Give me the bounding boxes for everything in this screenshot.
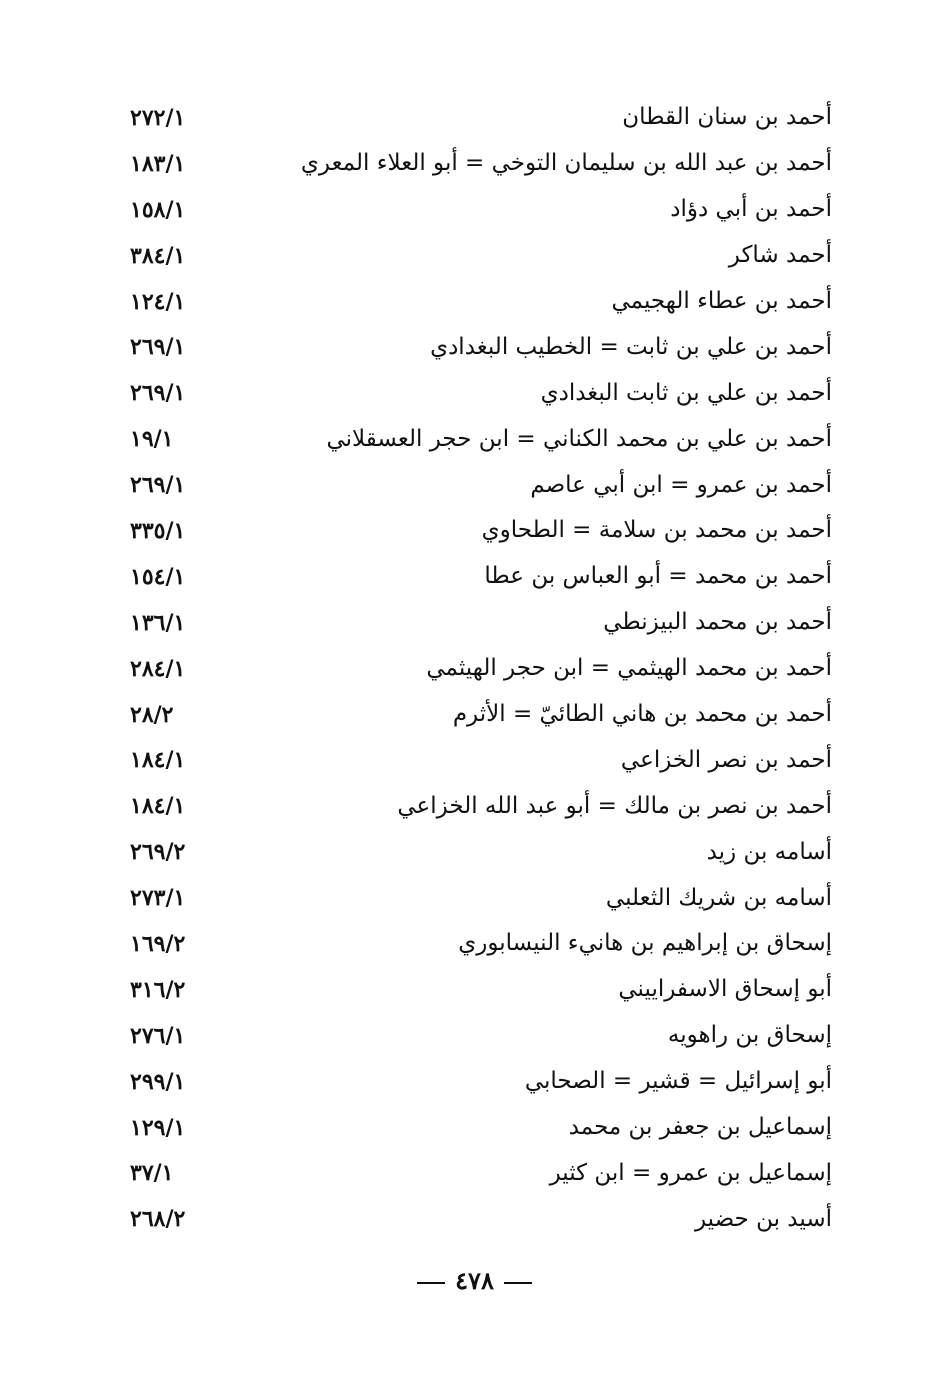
entry-page-ref: ١٦٩/٢	[130, 930, 186, 957]
entry-name: أحمد بن محمد بن هاني الطائيّ = الأثرم	[452, 701, 832, 728]
index-entry	[130, 187, 832, 233]
index-entry	[130, 324, 832, 370]
entry-name: أسامه بن زيد	[706, 838, 832, 865]
entry-name: أبو إسرائيل = قشير = الصحابي	[524, 1068, 832, 1095]
entry-page-ref: ٢٦٩/١	[130, 334, 186, 361]
index-entry	[130, 370, 832, 416]
entry-page-ref: ١٢٩/١	[130, 1114, 186, 1141]
entry-page-ref: ٣٨٤/١	[130, 242, 186, 269]
index-entry	[130, 508, 832, 554]
entry-page-ref: ٢٩٩/١	[130, 1068, 186, 1095]
index-entry	[130, 600, 832, 646]
entry-name: أحمد بن عمرو = ابن أبي عاصم	[530, 471, 832, 498]
entry-page-ref: ٣١٦/٢	[130, 976, 186, 1003]
entry-page-ref: ١٨٣/١	[130, 150, 186, 177]
entry-name: أبو إسحاق الاسفراييني	[618, 976, 832, 1003]
entry-name: إسماعيل بن جعفر بن محمد	[568, 1114, 832, 1141]
entry-name: إسحاق بن راهويه	[667, 1022, 832, 1049]
index-entry	[130, 1196, 832, 1242]
entry-name: أحمد بن نصر الخزاعي	[620, 746, 832, 773]
entry-name: أحمد بن سنان القطان	[622, 104, 832, 131]
index-entry	[130, 646, 832, 692]
entry-page-ref: ٢٦٨/٢	[130, 1206, 186, 1233]
entry-name: أحمد بن محمد الهيثمي = ابن حجر الهيثمي	[426, 655, 832, 682]
entry-page-ref: ١٨٤/١	[130, 793, 186, 820]
index-entry	[130, 141, 832, 187]
entry-name: أحمد بن عبد الله بن سليمان التوخي = أبو العلاء المعري	[300, 150, 832, 177]
entry-name: أحمد بن نصر بن مالك = أبو عبد الله الخزاعي	[397, 792, 832, 819]
entry-name: أحمد بن محمد = أبو العباس بن عطا	[484, 563, 832, 590]
entry-page-ref: ١٨٤/١	[130, 747, 186, 774]
entry-name: أحمد بن علي بن محمد الكناني = ابن حجر العسقلاني	[326, 425, 832, 452]
entry-page-ref: ٣٣٥/١	[130, 517, 186, 544]
entry-page-ref: ٢٦٩/١	[130, 380, 186, 407]
entry-page-ref: ٢٧٦/١	[130, 1022, 186, 1049]
index-entry	[130, 233, 832, 279]
index-entry	[130, 1150, 832, 1196]
index-entry	[130, 462, 832, 508]
index-entry	[130, 829, 832, 875]
entry-name: أحمد بن محمد البيزنطي	[603, 609, 832, 636]
entry-page-ref: ١٥٤/١	[130, 563, 186, 590]
index-entry	[130, 416, 832, 462]
index-entry	[130, 1105, 832, 1151]
entry-name: أحمد شاكر	[728, 242, 832, 269]
index-entry	[130, 554, 832, 600]
entry-page-ref: ١٥٨/١	[130, 196, 186, 223]
index-entry	[130, 967, 832, 1013]
name-index-list	[130, 95, 832, 1242]
page-number-footer	[0, 1266, 949, 1295]
index-entry	[130, 1059, 832, 1105]
index-entry	[130, 1013, 832, 1059]
entry-page-ref: ٢٦٩/٢	[130, 839, 186, 866]
dash-divider	[504, 1282, 532, 1284]
entry-name: أسيد بن حضير	[694, 1205, 832, 1232]
entry-name: إسماعيل بن عمرو = ابن كثير	[549, 1159, 832, 1186]
entry-page-ref: ٣٧/١	[130, 1160, 174, 1187]
index-entry	[130, 783, 832, 829]
entry-name: أحمد بن علي بن ثابت = الخطيب البغدادي	[430, 333, 832, 360]
entry-page-ref: ٢٨/٢	[130, 701, 174, 728]
entry-page-ref: ٢٦٩/١	[130, 472, 186, 499]
index-entry	[130, 692, 832, 738]
entry-page-ref: ١٣٦/١	[130, 609, 186, 636]
entry-page-ref: ٢٨٤/١	[130, 655, 186, 682]
index-entry	[130, 279, 832, 325]
entry-page-ref: ١٩/١	[130, 426, 174, 453]
entry-name: أحمد بن علي بن ثابت البغدادي	[540, 379, 832, 406]
entry-page-ref: ٢٧٣/١	[130, 885, 186, 912]
index-entry	[130, 95, 832, 141]
entry-name: أحمد بن محمد بن سلامة = الطحاوي	[481, 517, 832, 544]
index-entry	[130, 875, 832, 921]
entry-name: أحمد بن أبي دؤاد	[670, 196, 832, 223]
index-entry	[130, 737, 832, 783]
entry-name: أحمد بن عطاء الهجيمي	[611, 288, 832, 314]
page-number: ٤٧٨	[455, 1266, 494, 1295]
entry-page-ref: ١٢٤/١	[130, 288, 186, 315]
dash-divider	[417, 1282, 445, 1284]
index-entry	[130, 921, 832, 967]
entry-name: إسحاق بن إبراهيم بن هانيء النيسابوري	[458, 930, 832, 957]
entry-name: أسامه بن شريك الثعلبي	[605, 884, 832, 911]
entry-page-ref: ٢٧٢/١	[130, 104, 186, 131]
